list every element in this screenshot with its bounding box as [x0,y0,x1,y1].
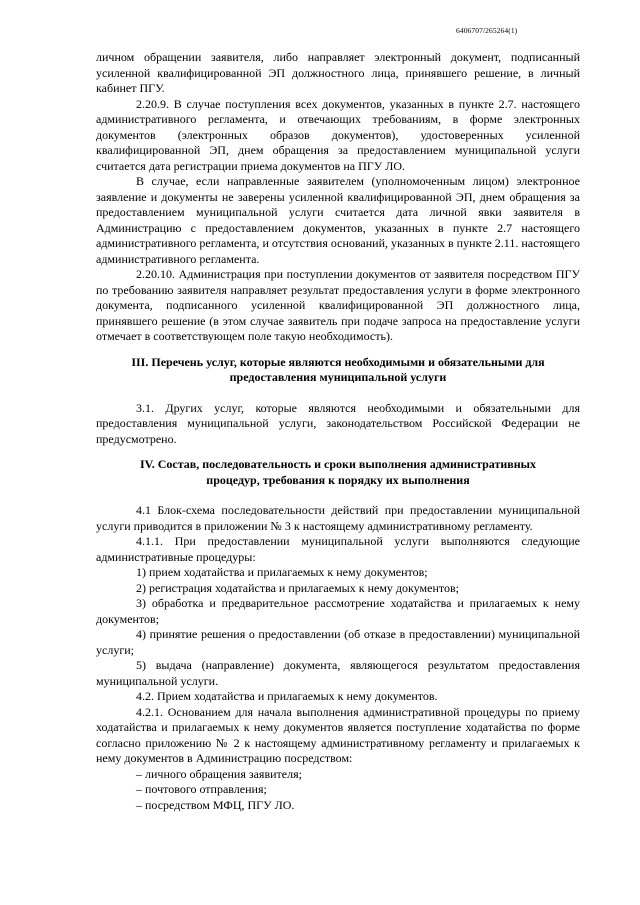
page-identifier: 6406707/265264(1) [456,26,518,35]
section-3-heading: III. Перечень услуг, которые являются необходимыми и обязательными для предоставления муниципальной услуги [131,354,545,384]
paragraph-4-1: 4.1 Блок-схема последовательности действий при предоставлении муниципальной услуги приводится в приложении № 3 к настоящему административному регламенту. [96,503,580,533]
paragraph-4-1-1: 4.1.1. При предоставлении муниципальной услуги выполняются следующие административные процедуры: [96,534,580,564]
document-body [96,50,580,813]
paragraph-3-1: 3.1. Других услуг, которые являются необходимыми и обязательными для предоставления муниципальной услуги, законодательством Российской Федерации не предусмотрено. [96,400,580,446]
procedure-item: 1) прием ходатайства и прилагаемых к нему документов; [136,565,428,579]
paragraph-4-2-1: 4.2.1. Основанием для начала выполнения административной процедуры по приему ходатайства и прилагаемых к нему документов является поступление ходатайства по форме согласно приложению № 2 к настоящему административному регламенту и прилагаемых к нему документов в Администрацию посредством: [96,704,580,765]
paragraph-4-2: 4.2. Прием ходатайства и прилагаемых к нему документов. [136,689,438,703]
procedure-item: 5) выдача (направление) документа, являющегося результатом предоставления муниципальной услуги. [96,658,580,688]
procedure-item: 4) принятие решения о предоставлении (об отказе в предоставлении) муниципальной услуги; [96,627,580,657]
channel-item: – личного обращения заявителя; [136,766,302,781]
section-4-heading: IV. Состав, последовательность и сроки выполнения административных процедур, требования к порядку их выполнения [139,457,537,487]
procedure-item: 2) регистрация ходатайства и прилагаемых к нему документов; [136,580,459,595]
channel-item: – посредством МФЦ, ПГУ ЛО. [136,797,295,812]
paragraph-2-20-9: 2.20.9. В случае поступления всех документов, указанных в пункте 2.7. настоящего административного регламента, и отвечающих требованиям, в форме электронных документов (электронных образов документов), удостоверенных усиленной квалифицированной ЭП, днем обращения за предоставлением муниципальной услуги считается дата регистрации приема документов на ПГУ ЛО. [96,96,580,173]
intro-paragraph: личном обращении заявителя, либо направляет электронный документ, подписанный усиленной квалифицированной ЭП должностного лица, принявшего решение, в личный кабинет ПГУ. [96,50,580,95]
paragraph-case: В случае, если направленные заявителем (уполномоченным лицом) электронное заявление и документы не заверены усиленной квалифицированной ЭП, днем обращения за предоставлением муниципальной услуги считается дата личной явки заявителя в Администрацию с предоставлением документов, указанных в пункте 2.7 настоящего административного регламента, и отсутствия оснований, указанных в пункте 2.11. настоящего административного регламента. [96,174,580,266]
channel-item: – почтового отправления; [136,782,267,796]
paragraph-2-20-10: 2.20.10. Администрация при поступлении документов от заявителя посредством ПГУ по требованию заявителя направляет результат предоставления услуги в форме электронного документа, подписанного усиленной квалифицированной ЭП должностного лица, принявшего решение (в этом случае заявитель при подаче запроса на предоставление услуги отмечает в соответствующем поле такую необходимость). [96,267,580,343]
procedure-item: 3) обработка и предварительное рассмотрение ходатайства и прилагаемых к нему документов; [96,596,580,626]
